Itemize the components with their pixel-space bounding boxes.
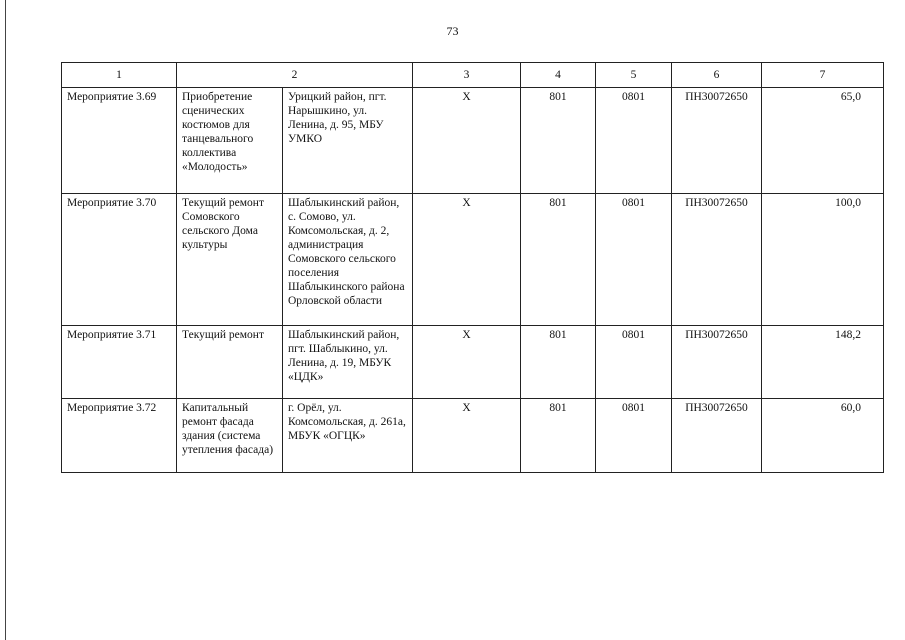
col4-cell: 801 — [521, 194, 596, 326]
location-cell: Урицкий район, пгт. Нарышкино, ул. Ленина, д. 95, МБУ УМКО — [283, 88, 413, 194]
event-cell: Мероприятие 3.69 — [62, 88, 177, 194]
header-col-5: 5 — [596, 63, 672, 88]
description-cell: Текущий ремонт — [177, 326, 283, 399]
col7-cell: 65,0 — [762, 88, 884, 194]
col7-cell: 100,0 — [762, 194, 884, 326]
table-row — [62, 194, 884, 326]
col6-cell: ПН30072650 — [672, 194, 762, 326]
table-row — [62, 399, 884, 473]
table-row — [62, 88, 884, 194]
col3-cell: X — [413, 326, 521, 399]
event-cell: Мероприятие 3.71 — [62, 326, 177, 399]
header-col-2: 2 — [177, 63, 413, 88]
col5-cell: 0801 — [596, 326, 672, 399]
location-cell: Шаблыкинский район, с. Сомово, ул. Комсомольская, д. 2, администрация Сомовского сельского поселения Шаблыкинского района Орловской области — [283, 194, 413, 326]
header-col-1: 1 — [62, 63, 177, 88]
col5-cell: 0801 — [596, 399, 672, 473]
location-cell: г. Орёл, ул. Комсомольская, д. 261а, МБУК «ОГЦК» — [283, 399, 413, 473]
col6-cell: ПН30072650 — [672, 326, 762, 399]
event-cell: Мероприятие 3.70 — [62, 194, 177, 326]
col3-cell: X — [413, 194, 521, 326]
description-cell: Капитальный ремонт фасада здания (система утепления фасада) — [177, 399, 283, 473]
col4-cell: 801 — [521, 326, 596, 399]
col5-cell: 0801 — [596, 88, 672, 194]
col3-cell: X — [413, 399, 521, 473]
header-col-4: 4 — [521, 63, 596, 88]
budget-table — [61, 62, 884, 473]
header-col-6: 6 — [672, 63, 762, 88]
page-number: 73 — [446, 24, 459, 38]
event-cell: Мероприятие 3.72 — [62, 399, 177, 473]
col5-cell: 0801 — [596, 194, 672, 326]
col7-cell: 60,0 — [762, 399, 884, 473]
col7-cell: 148,2 — [762, 326, 884, 399]
col4-cell: 801 — [521, 88, 596, 194]
col4-cell: 801 — [521, 399, 596, 473]
description-cell: Текущий ремонт Сомовского сельского Дома культуры — [177, 194, 283, 326]
header-col-3: 3 — [413, 63, 521, 88]
description-cell: Приобретение сценических костюмов для танцевального коллектива «Молодость» — [177, 88, 283, 194]
location-cell: Шаблыкинский район, пгт. Шаблыкино, ул. Ленина, д. 19, МБУК «ЦДК» — [283, 326, 413, 399]
col3-cell: X — [413, 88, 521, 194]
table-row — [62, 326, 884, 399]
page-left-edge — [5, 0, 6, 640]
header-col-7: 7 — [762, 63, 884, 88]
header-row — [62, 63, 884, 88]
col6-cell: ПН30072650 — [672, 399, 762, 473]
col6-cell: ПН30072650 — [672, 88, 762, 194]
